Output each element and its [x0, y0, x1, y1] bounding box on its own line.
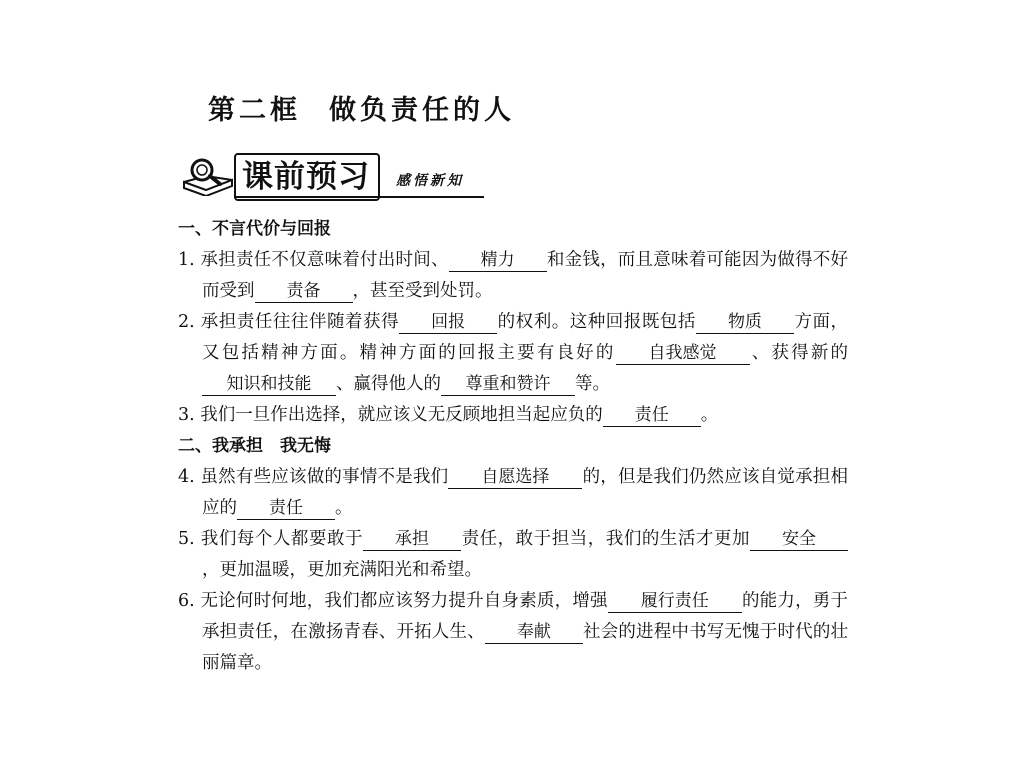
answer-blank: 知识和技能 [202, 373, 336, 396]
answer-blank: 责备 [255, 280, 353, 303]
question-item [178, 400, 848, 431]
question-text: 的能力，勇于承担责任，在激扬青春、开拓人生、 [202, 591, 848, 642]
question-item [178, 462, 848, 524]
banner-subtitle: 感悟新知 [396, 173, 464, 189]
question-text: 承担责任往往伴随着获得 [200, 312, 400, 332]
answer-blank: 自我感觉 [616, 342, 750, 365]
answer-blank: 奉献 [485, 621, 583, 644]
question-text: 我们一旦作出选择，就应该义无反顾地担当起应负的 [200, 405, 603, 425]
question-number: 4. [178, 467, 201, 487]
question-text: 社会的进程中书写无愧于时代的壮丽篇章。 [202, 622, 849, 673]
question-item [178, 245, 848, 307]
exercise-content [178, 214, 848, 679]
question-item [178, 307, 848, 400]
title-part-2: 做负责任的人 [329, 95, 515, 126]
section-banner [178, 150, 488, 202]
question-text: 、获得新的 [749, 343, 849, 363]
question-number: 5. [178, 529, 201, 549]
question-text: 我们每个人都要敢于 [200, 529, 364, 549]
answer-blank: 物质 [696, 311, 794, 334]
answer-blank: 责任 [603, 404, 701, 427]
answer-blank: 尊重和赞许 [441, 373, 575, 396]
question-text: 等。 [575, 374, 610, 394]
question-text: 方面，又包括精神方面。精神方面的回报主要有良好的 [202, 312, 849, 363]
magnifier-book-icon [178, 156, 236, 196]
question-number: 3. [178, 405, 201, 425]
answer-blank: 责任 [237, 497, 335, 520]
question-text: 和金钱，而且意味着可能因为做得不好而受到 [202, 250, 849, 301]
page-title [208, 88, 515, 127]
section-heading: 一、不言代价与回报 [178, 219, 331, 239]
question-text: 无论何时何地，我们都应该努力提升自身素质，增强 [200, 591, 608, 611]
answer-blank: 承担 [363, 528, 461, 551]
question-text: 虽然有些应该做的事情不是我们 [200, 467, 449, 487]
question-number: 6. [178, 591, 201, 611]
question-text: 。 [335, 498, 353, 518]
question-item [178, 524, 848, 586]
question-text: 。 [700, 405, 719, 425]
question-number: 2. [178, 312, 201, 332]
answer-blank: 回报 [399, 311, 497, 334]
question-text: 责任，敢于担当，我们的生活才更加 [461, 529, 751, 549]
banner-label: 课前预习 [234, 153, 380, 201]
answer-blank: 履行责任 [608, 590, 742, 613]
answer-blank: 精力 [449, 249, 547, 272]
question-item [178, 586, 848, 679]
title-part-1: 第二框 [208, 95, 301, 126]
banner-underline [234, 196, 484, 198]
question-text: 、赢得他人的 [336, 374, 441, 394]
question-text: 的，但是我们仍然应该自觉承担相应的 [202, 467, 849, 518]
question-text: ，更加温暖，更加充满阳光和希望。 [202, 560, 482, 580]
section-heading: 二、我承担 我无悔 [178, 436, 331, 456]
question-number: 1. [178, 250, 201, 270]
question-text: ，甚至受到处罚。 [352, 281, 493, 301]
answer-blank: 自愿选择 [448, 466, 582, 489]
answer-blank: 安全 [750, 528, 848, 551]
question-text: 的权利。这种回报既包括 [497, 312, 696, 332]
question-text: 承担责任不仅意味着付出时间、 [200, 250, 449, 270]
